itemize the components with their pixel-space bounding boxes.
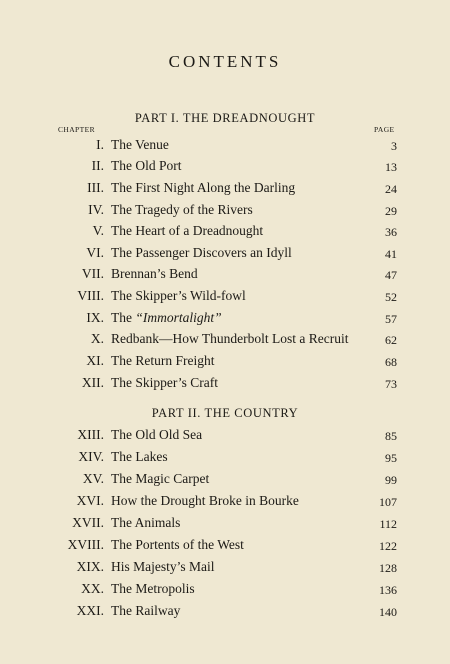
chapter-number: XV. [82, 471, 104, 486]
chapter-page: 13 [385, 160, 397, 174]
chapter-number: VI. [86, 245, 104, 260]
chapter-title: The Passenger Discovers an Idyll [111, 245, 292, 260]
toc-entry[interactable] [0, 449, 450, 471]
chapter-column-label: CHAPTER [58, 125, 95, 134]
toc-entry[interactable] [0, 137, 450, 159]
chapter-number: XX. [81, 581, 104, 596]
toc-entry[interactable] [0, 288, 450, 310]
chapter-page: 3 [391, 139, 397, 153]
chapter-title: The Old Port [111, 158, 182, 173]
toc-entry[interactable] [0, 331, 450, 353]
chapter-title: His Majesty’s Mail [111, 559, 215, 574]
chapter-title-italic: “Immortalight” [135, 310, 222, 325]
chapter-title: The Animals [111, 515, 181, 530]
chapter-page: 68 [385, 355, 397, 369]
chapter-number: I. [96, 137, 104, 152]
chapter-page: 24 [385, 182, 397, 196]
chapter-title [111, 310, 222, 326]
toc-entry[interactable] [0, 537, 450, 559]
chapter-page: 52 [385, 290, 397, 304]
chapter-page: 47 [385, 268, 397, 282]
toc-entry[interactable] [0, 245, 450, 267]
chapter-title: How the Drought Broke in Bourke [111, 493, 299, 508]
chapter-page: 99 [385, 473, 397, 487]
toc-entry[interactable] [0, 202, 450, 224]
chapter-title: The Return Freight [111, 353, 215, 368]
chapter-page: 29 [385, 204, 397, 218]
chapter-title: The Railway [111, 603, 181, 618]
toc-entry[interactable] [0, 427, 450, 449]
toc-entry[interactable] [0, 515, 450, 537]
chapter-page: 112 [379, 517, 397, 531]
chapter-page: 128 [379, 561, 397, 575]
toc-entry[interactable] [0, 310, 450, 332]
chapter-title: The Metropolis [111, 581, 195, 596]
chapter-title: The Skipper’s Craft [111, 375, 218, 390]
chapter-title: The First Night Along the Darling [111, 180, 296, 195]
chapter-title: The Heart of a Dreadnought [111, 223, 264, 238]
chapter-page: 41 [385, 247, 397, 261]
chapter-title: The Magic Carpet [111, 471, 210, 486]
page-title: CONTENTS [168, 52, 282, 71]
chapter-title-prefix: The [111, 310, 136, 325]
chapter-number: XIX. [76, 559, 104, 574]
chapter-page: 36 [385, 225, 397, 239]
toc-entry[interactable] [0, 180, 450, 202]
page-column-label: PAGE [374, 125, 395, 134]
toc-entry[interactable] [0, 266, 450, 288]
chapter-number: V. [92, 223, 104, 238]
chapter-page: 95 [385, 451, 397, 465]
chapter-number: III. [87, 180, 104, 195]
toc-entry[interactable] [0, 353, 450, 375]
chapter-page: 57 [385, 312, 397, 326]
chapter-page: 85 [385, 429, 397, 443]
chapter-title: Brennan’s Bend [111, 266, 198, 281]
chapter-number: XIII. [77, 427, 104, 442]
chapter-title: The Venue [111, 137, 169, 152]
chapter-page: 136 [379, 583, 397, 597]
toc-entry[interactable] [0, 375, 450, 397]
part-heading-2: PART II. THE COUNTRY [151, 406, 299, 420]
chapter-title: Redbank—How Thunderbolt Lost a Recruit [111, 331, 349, 346]
chapter-number: XVI. [76, 493, 104, 508]
chapter-number: VII. [81, 266, 104, 281]
toc-entry[interactable] [0, 581, 450, 603]
chapter-number: IV. [88, 202, 104, 217]
chapter-number: XI. [86, 353, 104, 368]
toc-entry[interactable] [0, 493, 450, 515]
chapter-number: XVII. [72, 515, 104, 530]
chapter-page: 73 [385, 377, 397, 391]
chapter-title: The Skipper’s Wild-fowl [111, 288, 246, 303]
chapter-title: The Old Old Sea [111, 427, 203, 442]
part-heading-1: PART I. THE DREADNOUGHT [134, 111, 316, 125]
toc-entry[interactable] [0, 223, 450, 245]
chapter-page: 122 [379, 539, 397, 553]
chapter-title: The Portents of the West [111, 537, 244, 552]
chapter-number: XIV. [78, 449, 104, 464]
chapter-number: XVIII. [67, 537, 104, 552]
toc-entry[interactable] [0, 603, 450, 625]
toc-entry[interactable] [0, 471, 450, 493]
chapter-title: The Tragedy of the Rivers [111, 202, 253, 217]
chapter-page: 62 [385, 333, 397, 347]
toc-entry[interactable] [0, 559, 450, 581]
chapter-number: X. [90, 331, 104, 346]
chapter-number: VIII. [77, 288, 104, 303]
chapter-number: II. [91, 158, 104, 173]
toc-entry[interactable] [0, 158, 450, 180]
chapter-page: 107 [379, 495, 397, 509]
chapter-title: The Lakes [111, 449, 168, 464]
chapter-number: XII. [81, 375, 104, 390]
chapter-number: IX. [86, 310, 104, 325]
chapter-number: XXI. [76, 603, 104, 618]
chapter-page: 140 [379, 605, 397, 619]
